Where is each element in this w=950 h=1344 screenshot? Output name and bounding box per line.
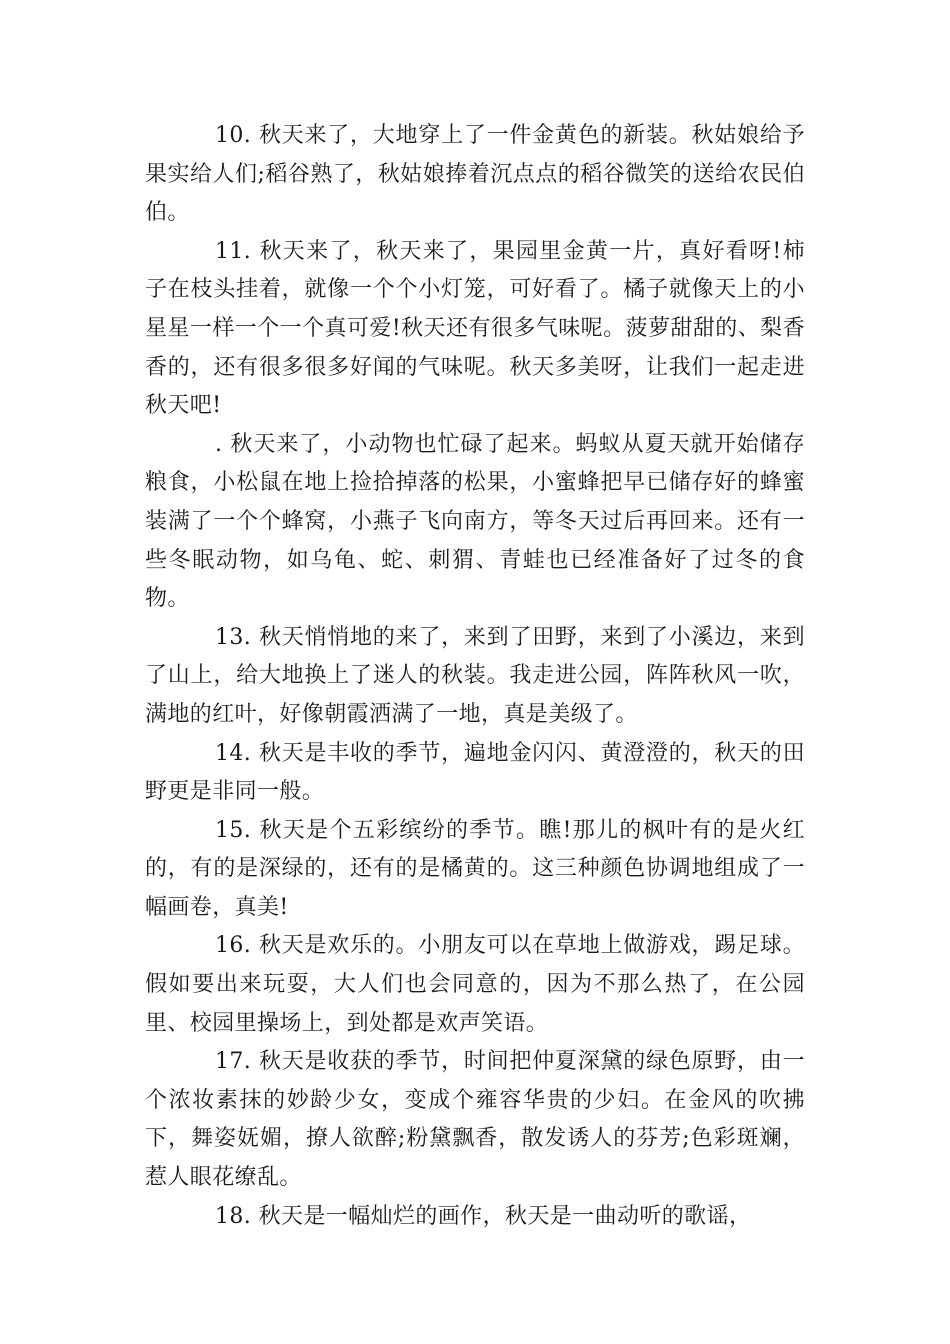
- paragraph-17: 17. 秋天是收获的季节，时间把仲夏深黛的绿色原野，由一个浓妆素抹的妙龄少女，变成个雍容华贵的少妇。在金风的吹拂下，舞姿妩媚，撩人欲醉;粉黛飘香，散发诱人的芬芳;色彩斑斓，惹人眼花缭乱。: [145, 1049, 805, 1191]
- paragraph-13: 13. 秋天悄悄地的来了，来到了田野，来到了小溪边，来到了山上，给大地换上了迷人的秋装。我走进公园，阵阵秋风一吹，满地的红叶，好像朝霞洒满了一地，真是美级了。: [145, 624, 805, 727]
- paragraph-18: 18. 秋天是一幅灿烂的画作，秋天是一曲动听的歌谣，: [215, 1203, 752, 1229]
- paragraph-15: 15. 秋天是个五彩缤纷的季节。瞧!那儿的枫叶有的是火红的，有的是深绿的，还有的是橘黄的。这三种颜色协调地组成了一幅画卷，真美!: [145, 817, 805, 920]
- paragraph-12: . 秋天来了，小动物也忙碌了起来。蚂蚁从夏天就开始储存粮食，小松鼠在地上捡拾掉落的松果，小蜜蜂把早已储存好的蜂蜜装满了一个个蜂窝，小燕子飞向南方，等冬天过后再回来。还有一些冬眠动物，如乌龟、蛇、刺猬、青蛙也已经准备好了过冬的食物。: [145, 431, 805, 612]
- paragraph-14: 14. 秋天是丰收的季节，遍地金闪闪、黄澄澄的，秋天的田野更是非同一般。: [145, 740, 805, 805]
- paragraph-16: 16. 秋天是欢乐的。小朋友可以在草地上做游戏，踢足球。假如要出来玩耍，大人们也会同意的，因为不那么热了，在公园里、校园里操场上，到处都是欢声笑语。: [145, 933, 805, 1036]
- paragraph-11: 11. 秋天来了，秋天来了，果园里金黄一片，真好看呀!柿子在枝头挂着，就像一个个小灯笼，可好看了。橘子就像天上的小星星一样一个一个真可爱!秋天还有很多气味呢。菠萝甜甜的、梨香香的，还有很多很多好闻的气味呢。秋天多美呀，让我们一起走进秋天吧!: [145, 238, 805, 419]
- paragraph-10: 10. 秋天来了，大地穿上了一件金黄色的新装。秋姑娘给予果实给人们;稻谷熟了，秋姑娘捧着沉点点的稻谷微笑的送给农民伯伯。: [145, 123, 805, 226]
- document-body: [145, 117, 805, 1236]
